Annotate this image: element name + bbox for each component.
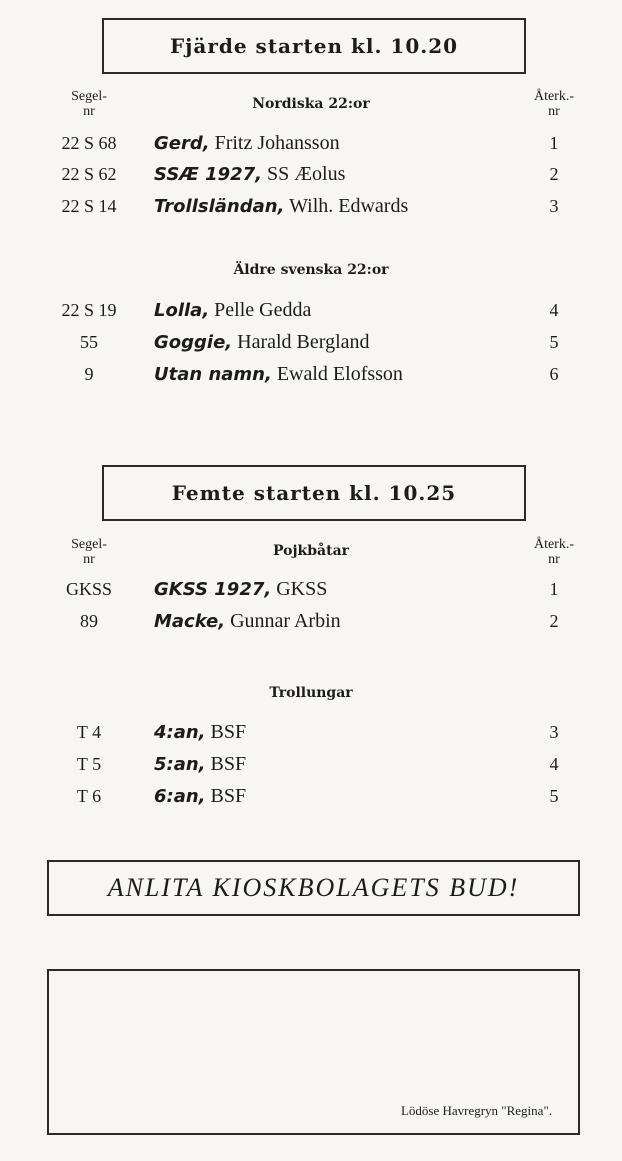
entry-row — [0, 295, 622, 325]
return-number-header: Återk.- nr — [533, 89, 575, 119]
sail-number: 22 S 62 — [61, 164, 117, 184]
sail-number: T 6 — [76, 786, 102, 806]
entry-row — [0, 128, 622, 158]
start-title: Femte starten kl. 10.25 — [171, 481, 457, 505]
owner-name: Harald Bergland — [237, 331, 370, 353]
boat-entry — [154, 295, 311, 326]
boat-name: 4:an, — [154, 722, 206, 743]
sail-number: 22 S 19 — [61, 300, 117, 320]
boat-name: 5:an, — [154, 754, 206, 775]
sail-number: 55 — [80, 332, 98, 352]
boat-entry — [154, 606, 341, 637]
boat-name: Goggie, — [154, 332, 233, 353]
return-number-header: Återk.- nr — [533, 537, 575, 567]
sail-number: 89 — [80, 611, 98, 631]
entry-row — [0, 327, 622, 357]
boat-name: 6:an, — [154, 786, 206, 807]
owner-name: Wilh. Edwards — [289, 195, 409, 217]
entry-row — [0, 749, 622, 779]
boat-name: SSÆ 1927, — [154, 164, 263, 185]
sail-number-header: Segel- nr — [71, 89, 107, 119]
ad-banner-box — [47, 860, 580, 916]
class-heading: Trollungar — [269, 685, 353, 701]
return-number: 4 — [549, 754, 559, 774]
owner-name: Pelle Gedda — [214, 299, 312, 321]
class-heading: Pojkbåtar — [272, 543, 350, 559]
entry-row — [0, 717, 622, 747]
start-title: Fjärde starten kl. 10.20 — [169, 34, 459, 58]
sail-number: 9 — [84, 364, 94, 384]
boat-entry — [154, 574, 327, 605]
boat-name: Lolla, — [154, 300, 210, 321]
sail-number: T 4 — [76, 722, 102, 742]
owner-name: BSF — [210, 753, 247, 775]
entry-row — [0, 606, 622, 636]
sail-number: 22 S 68 — [61, 133, 117, 153]
boat-entry — [154, 159, 345, 190]
return-number: 2 — [549, 611, 559, 631]
entry-row — [0, 191, 622, 221]
boat-name: GKSS 1927, — [154, 579, 272, 600]
return-number: 4 — [549, 300, 559, 320]
owner-name: GKSS — [276, 578, 328, 600]
ad-caption: Lödöse Havregryn "Regina". — [400, 1103, 552, 1118]
return-number: 1 — [549, 133, 559, 153]
return-number: 5 — [549, 786, 559, 806]
sail-number: GKSS — [65, 579, 113, 599]
entry-row — [0, 359, 622, 389]
ad-banner-text: ANLITA KIOSKBOLAGETS BUD! — [107, 873, 520, 902]
boat-entry — [154, 128, 340, 159]
boat-entry — [154, 717, 246, 748]
return-number: 3 — [549, 722, 559, 742]
boat-entry — [154, 327, 370, 358]
boat-name: Utan namn, — [154, 364, 272, 385]
return-number: 5 — [549, 332, 559, 352]
entry-row — [0, 159, 622, 189]
owner-name: BSF — [210, 785, 247, 807]
start-title-box — [102, 18, 526, 74]
boat-entry — [154, 749, 246, 780]
return-number: 1 — [549, 579, 559, 599]
owner-name: Gunnar Arbin — [230, 610, 341, 632]
boat-name: Trollsländan, — [154, 196, 285, 217]
return-number: 3 — [549, 196, 559, 216]
owner-name: Fritz Johansson — [214, 132, 340, 154]
boat-entry — [154, 781, 246, 812]
owner-name: SS Æolus — [267, 163, 346, 185]
sail-number: T 5 — [76, 754, 102, 774]
boat-name: Gerd, — [154, 133, 210, 154]
class-heading: Äldre svenska 22:or — [233, 262, 389, 278]
return-number: 6 — [549, 364, 559, 384]
boat-name: Macke, — [154, 611, 226, 632]
start-title-box — [102, 465, 526, 521]
entry-row — [0, 574, 622, 604]
sail-number: 22 S 14 — [61, 196, 117, 216]
owner-name: Ewald Elofsson — [276, 363, 403, 385]
boat-entry — [154, 191, 408, 222]
owner-name: BSF — [210, 721, 247, 743]
entry-row — [0, 781, 622, 811]
boat-entry — [154, 359, 403, 390]
ad-frame — [47, 969, 580, 1135]
return-number: 2 — [549, 164, 559, 184]
sail-number-header: Segel- nr — [71, 537, 107, 567]
class-heading: Nordiska 22:or — [252, 96, 370, 112]
